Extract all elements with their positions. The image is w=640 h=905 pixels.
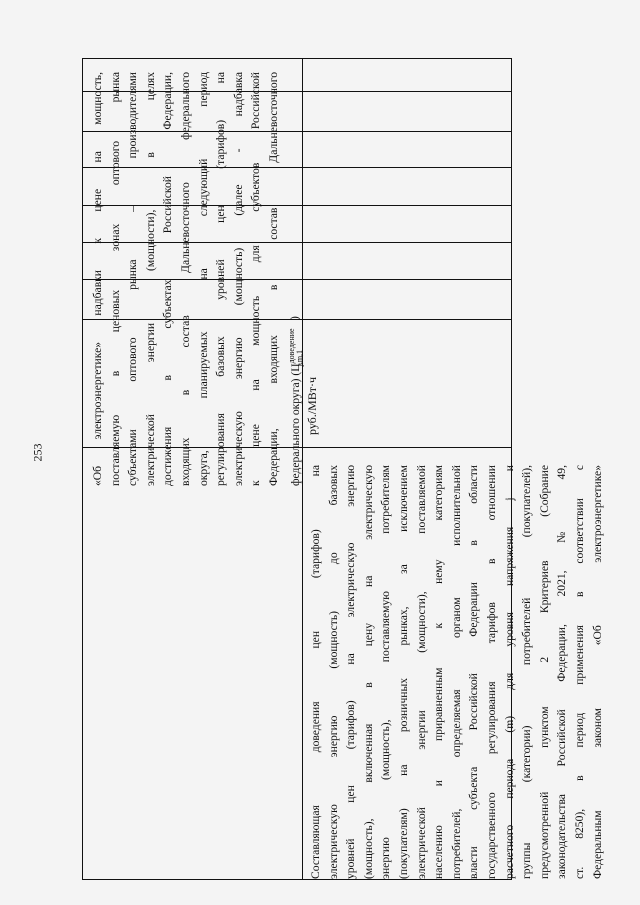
data-table — [82, 58, 604, 880]
row2-description: Составляющая доведения цен (тарифов) на электрическую энергию (мощность) до базовых уровней цен (тарифов) на электрическую энергию (мощность), включенная в цену на электрическую энергию (мощность), поставляемую потребителям (покупателям) на розничных рынках, за исключением электрической энергии (мощности), поставляемой населению и приравненным к нему категориям потребителей, определяемая органом исполнительной власти субъекта Российской Федерации в области государственного регулирования тарифов в отношении расчетного периода (m) для уровня напряжения j и группы (категории) потребителей (покупателей), предусмотренной пунктом 2 Критериев (Собрание законодательства Российской Федерации, 2021, № 49, ст. 8250), в период применения в соответствии с Федеральным законом «Об электроэнергетике» — [309, 465, 604, 879]
formula-line: федерального округа) $(Ц^{доведение}_{j,m,1})$ — [286, 316, 304, 486]
page-number: 253 — [30, 443, 45, 461]
row1-description: «Об электроэнергетике» надбавки к цене на мощность, поставляемую в ценовых зонах оптового рынка субъектами оптового рынка – производителями электрической энергии (мощности), в целях достижения в субъектах Российской Федерации, входящих в состав Дальневосточного федерального округа, планируемых на следующий период регулирования базовых уровней цен (тарифов) на электрическую энергию (мощность) (далее - надбавка к цене на мощность для субъектов Российской Федерации, входящих в состав Дальневосточного федерального округа) $(Ц^{доведение}_{j,m,1})$ — [89, 72, 299, 486]
row2-unit: руб./МВт·ч — [305, 376, 319, 435]
